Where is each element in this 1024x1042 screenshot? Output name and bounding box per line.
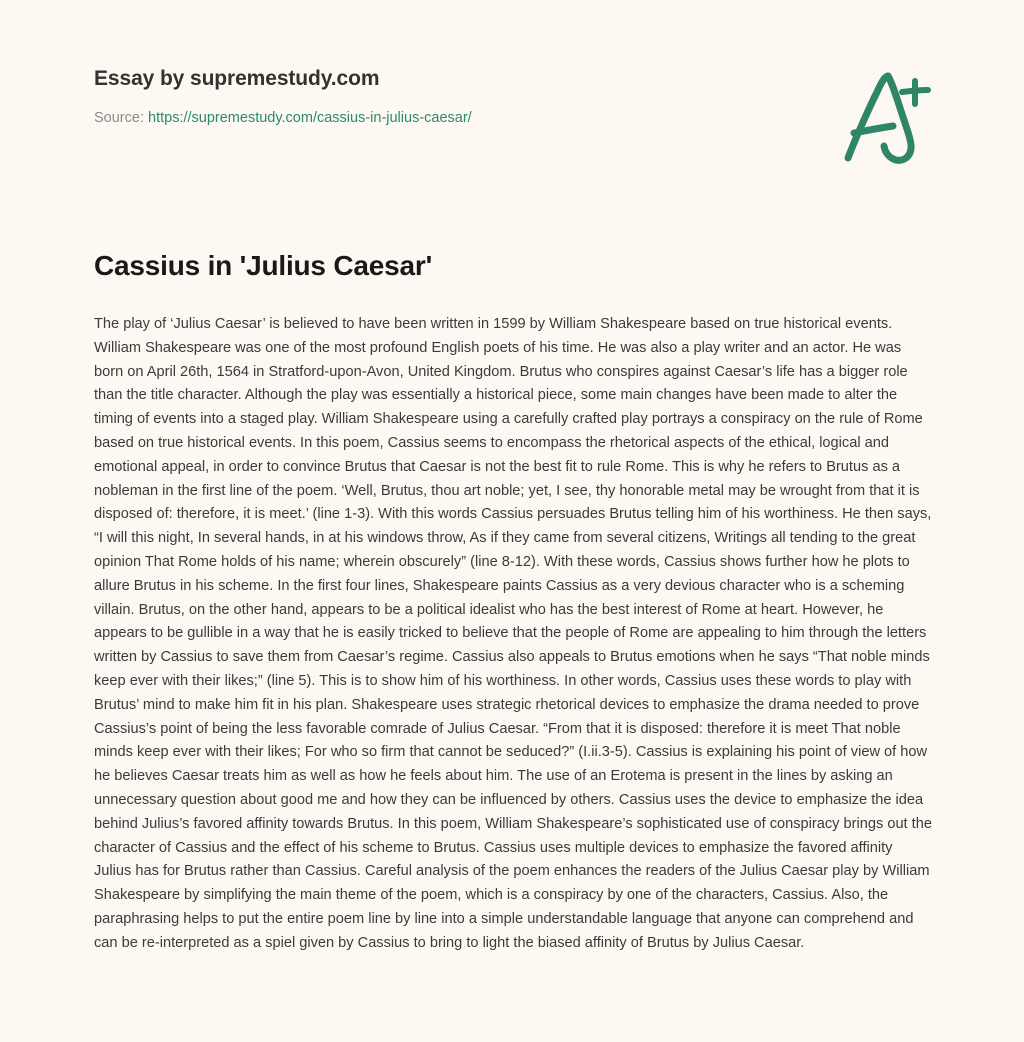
source-line bbox=[94, 108, 930, 128]
source-url-link[interactable]: https://supremestudy.com/cassius-in-julius-caesar/ bbox=[148, 110, 472, 126]
source-label: Source: bbox=[94, 110, 144, 126]
page-title: Cassius in 'Julius Caesar' bbox=[94, 250, 433, 281]
page-header bbox=[94, 66, 930, 128]
a-plus-logo bbox=[830, 62, 940, 172]
brand-title: Essay by supremestudy.com bbox=[94, 67, 380, 90]
document-body bbox=[94, 313, 932, 956]
body-paragraph: The play of ‘Julius Caesar’ is believed to have been written in 1599 by William Shakespeare based on true historical events. William Shakespeare was one of the most profound English poets of his time. He was also a play writer and an actor. He was born on April 26th, 1564 in Stratford-upon-Avon, United Kingdom. Brutus who conspires against Caesar’s life has a bigger role than the title character. Although the play was essentially a historical piece, some main changes have been made to alter the timing of events into a staged play. William Shakespeare using a carefully crafted play portrays a conspiracy on the rule of Rome based on true historical events. In this poem, Cassius seems to encompass the rhetorical aspects of the ethical, logical and emotional appeal, in order to convince Brutus that Caesar is not the best fit to rule Rome. This is why he refers to Brutus as a nobleman in the first line of the poem. ‘Well, Brutus, thou art noble; yet, I see, thy honorable metal may be wrought from that it is disposed of: therefore, it is meet.’ (line 1-3). With this words Cassius persuades Brutus telling him of his worthiness. He then says, “I will this night, In several hands, in at his windows throw, As if they came from several citizens, Writings all tending to the great opinion That Rome holds of his name; wherein obscurely” (line 8-12). With these words, Cassius shows further how he plots to allure Brutus in his scheme. In the first four lines, Shakespeare paints Cassius as a very devious character who is a scheming villain. Brutus, on the other hand, appears to be a political idealist who has the best interest of Rome at heart. However, he appears to be gullible in a way that he is easily tricked to believe that the people of Rome are appealing to him through the letters written by Cassius to save them from Caesar’s regime. Cassius also appeals to Brutus emotions when he says “That noble minds keep ever with their likes;” (line 5). This is to show him of his worthiness. In other words, Cassius uses these words to play with Brutus’ mind to make him fit in his plan. Shakespeare uses strategic rhetorical devices to emphasize the drama needed to prove Cassius’s point of being the less favorable comrade of Julius Caesar. “From that it is disposed: therefore it is meet That noble minds keep ever with their likes; For who so firm that cannot be seduced?” (I.ii.3-5). Cassius is explaining his point of view of how he believes Caesar treats him as well as how he feels about him. The use of an Erotema is present in the lines by asking an unnecessary question about good me and how they can be influenced by others. Cassius uses the device to emphasize the idea behind Julius’s favored affinity towards Brutus. In this poem, William Shakespeare’s sophisticated use of conspiracy brings out the character of Cassius and the effect of his scheme to Brutus. Cassius uses multiple devices to emphasize the favored affinity Julius has for Brutus rather than Cassius. Careful analysis of the poem enhances the readers of the Julius Caesar play by William Shakespeare by simplifying the main theme of the poem, which is a conspiracy by one of the characters, Cassius. Also, the paraphrasing helps to put the entire poem line by line into a simple understandable language that anyone can comprehend and can be re-interpreted as a spiel given by Cassius to bring to light the biased affinity of Brutus by Julius Caesar. bbox=[94, 316, 932, 951]
